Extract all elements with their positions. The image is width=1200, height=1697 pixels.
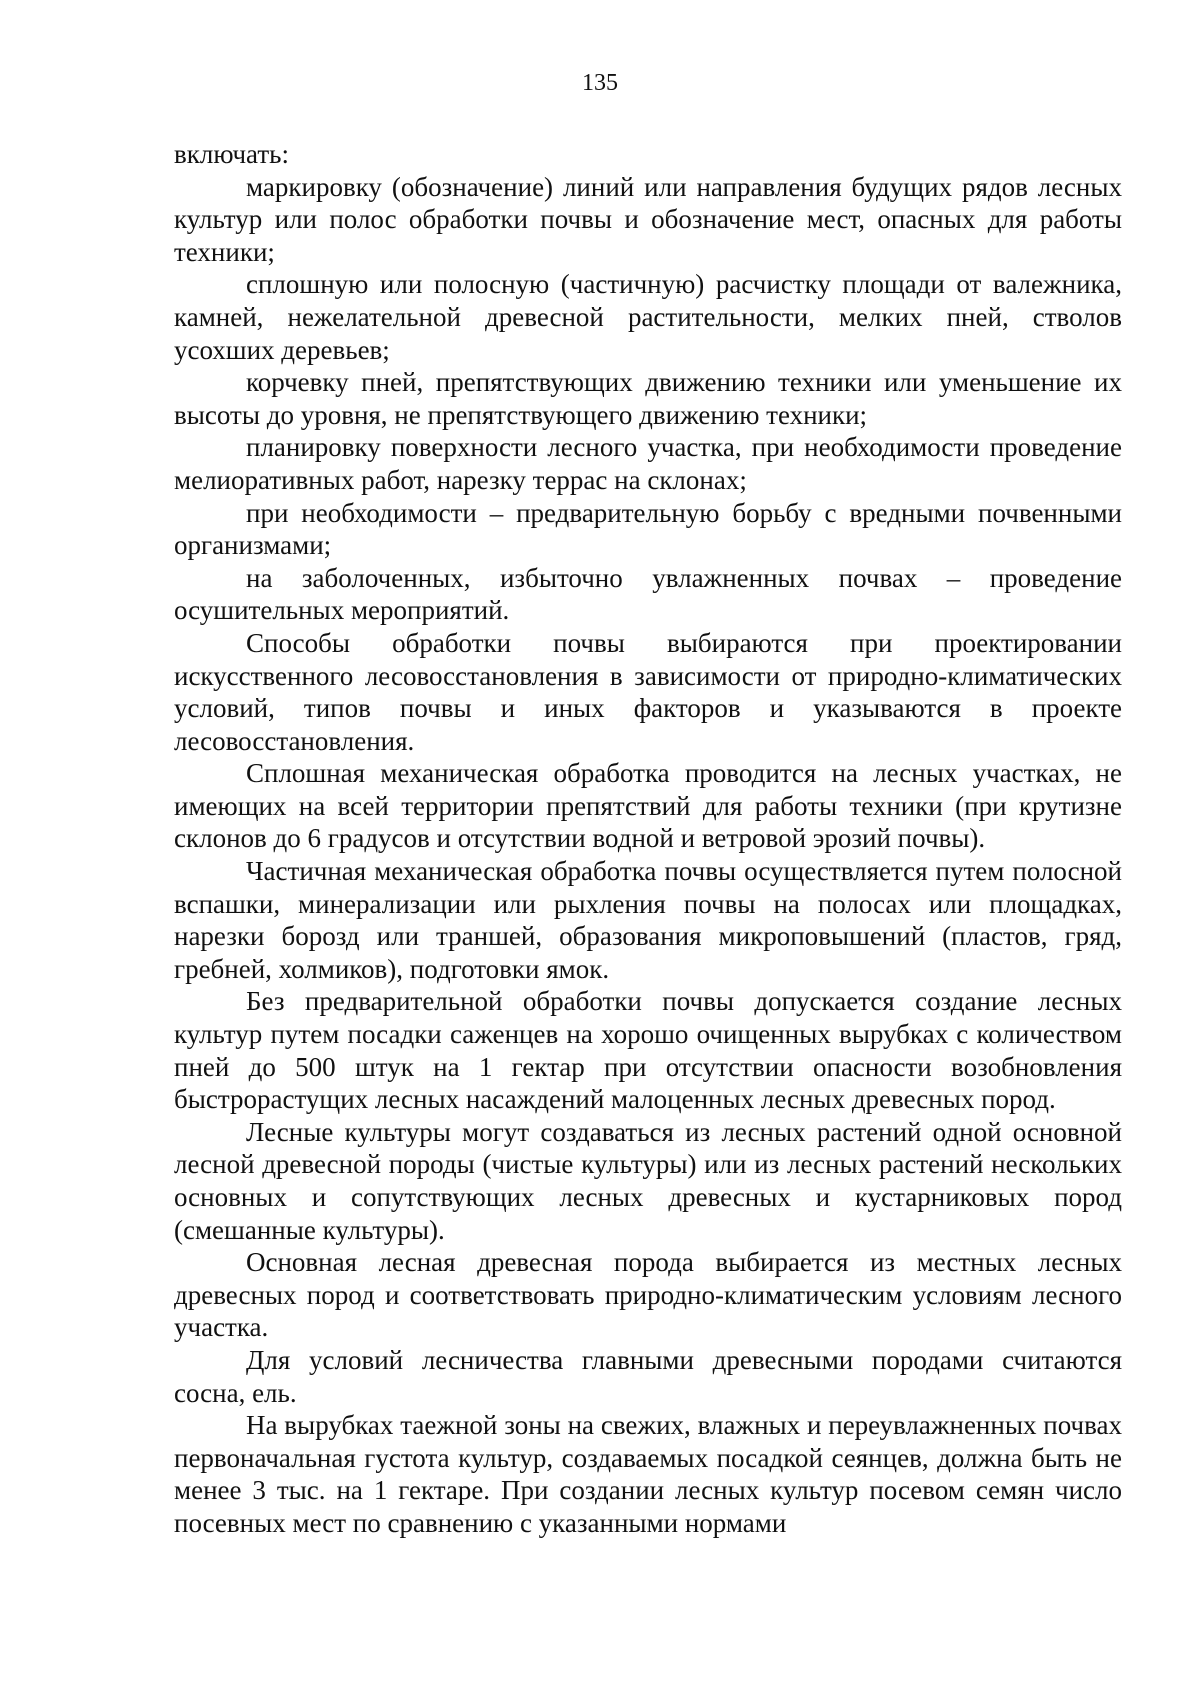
paragraph: Основная лесная древесная порода выбирается из местных лесных древесных пород и соответствовать природно-климатическим условиям лесного участка.	[174, 1247, 1122, 1343]
paragraph: Сплошная механическая обработка проводится на лесных участках, не имеющих на всей территории препятствий для работы техники (при крутизне склонов до 6 градусов и отсутствии водной и ветровой эрозий почвы).	[174, 758, 1122, 854]
page-number: 135	[582, 70, 618, 96]
paragraph: На вырубках таежной зоны на свежих, влажных и переувлажненных почвах первоначальная густота культур, создаваемых посадкой сеянцев, должна быть не менее 3 тыс. на 1 гектаре. При создании лесных культур посевом семян число посевных мест по сравнению с указанными нормами	[174, 1410, 1122, 1538]
paragraph: планировку поверхности лесного участка, при необходимости проведение мелиоративных работ, нарезку террас на склонах;	[174, 432, 1122, 495]
paragraph: Без предварительной обработки почвы допускается создание лесных культур путем посадки саженцев на хорошо очищенных вырубках с количеством пней до 500 штук на 1 гектар при отсутствии опасности возобновления быстрорастущих лесных насаждений малоценных лесных древесных пород.	[174, 986, 1122, 1115]
paragraph: при необходимости – предварительную борьбу с вредными почвенными организмами;	[174, 497, 1122, 561]
paragraph: корчевку пней, препятствующих движению техники или уменьшение их высоты до уровня, не препятствующего движению техники;	[174, 367, 1122, 430]
paragraph: Для условий лесничества главными древесными породами считаются сосна, ель.	[174, 1344, 1122, 1408]
paragraph: Способы обработки почвы выбираются при проектировании искусственного лесовосстановления в зависимости от природно-климатических условий, типов почвы и иных факторов и указываются в проекте лесовосстановления.	[174, 627, 1122, 756]
paragraph: маркировку (обозначение) линий или направления будущих рядов лесных культур или полос обработки почвы и обозначение мест, опасных для работы техники;	[174, 171, 1122, 267]
paragraph: сплошную или полосную (частичную) расчистку площади от валежника, камней, нежелательной древесной растительности, мелких пней, стволов усохших деревьев;	[174, 269, 1122, 365]
document-body	[174, 138, 1122, 1540]
paragraph: на заболоченных, избыточно увлажненных почвах – проведение осушительных мероприятий.	[174, 562, 1122, 626]
paragraph: Лесные культуры могут создаваться из лесных растений одной основной лесной древесной породы (чистые культуры) или из лесных растений нескольких основных и сопутствующих лесных древесных и кустарниковых пород (смешанные культуры).	[174, 1116, 1122, 1245]
paragraph: Частичная механическая обработка почвы осуществляется путем полосной вспашки, минерализации или рыхления почвы на полосах или площадках, нарезки борозд или траншей, образования микроповышений (пластов, гряд, гребней, холмиков), подготовки ямок.	[174, 856, 1122, 984]
paragraph: включать:	[174, 139, 289, 169]
